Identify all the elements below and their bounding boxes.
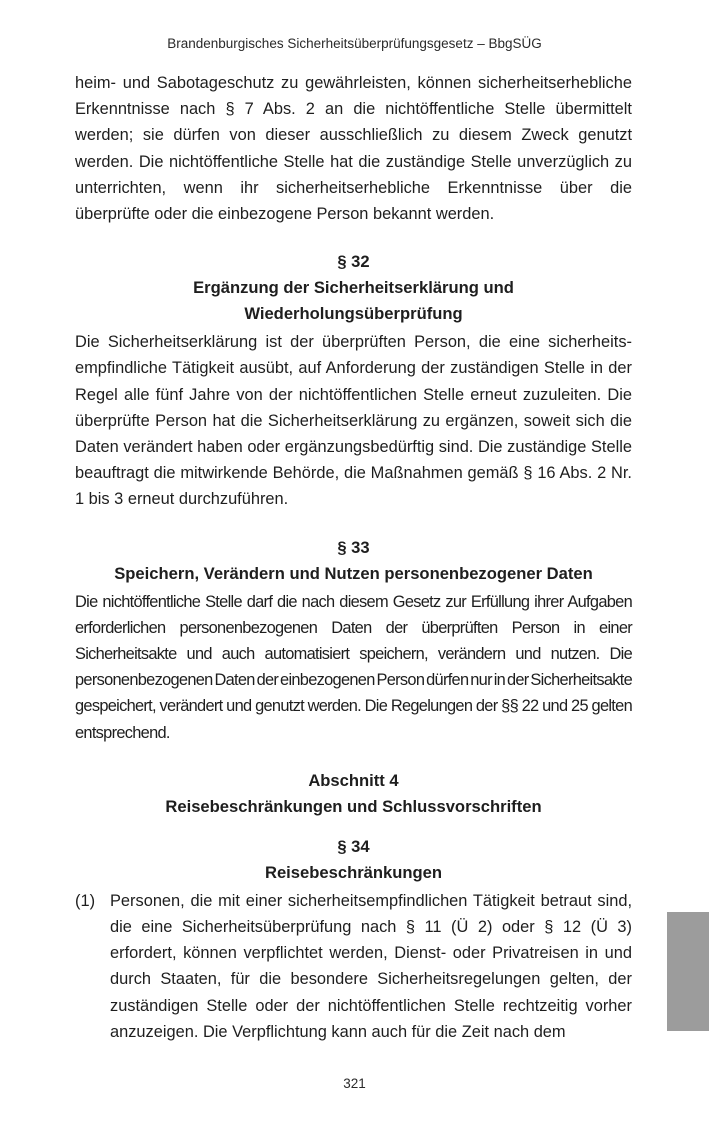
section-34-item-1-text: Personen, die mit einer sicherheitsempfindlichen Tätigkeit betraut sind, die eine Sicherheitsüberprüfung nach § 11 (Ü 2) oder § 12 (Ü 3) erfordert, können verpflichtet werden, Dienst- oder Privatreisen in und durch Staaten, für die besondere Sicherheitsregelungen gelten, der zuständigen Stelle oder der nichtöffentlichen Stelle rechtzeitig vorher anzuzeigen. Die Verpflichtung kann auch für die Zeit nach dem [110,891,632,1041]
section-32-text: Die Sicherheitserklärung ist der überprüften Person, die eine sicherheitsempfindliche Tätigkeit ausübt, auf Anforderung der zuständigen Stelle in der Regel alle fünf Jahre von der nichtöffentlichen Stelle erneut zuzuleiten. Die überprüfte Person hat die Sicherheitserklärung zu ergänzen, soweit sich die Daten verändert haben oder ergänzungsbedürftig sind. Die zuständige Stelle beauftragt die mitwirkende Behörde, die Maßnahmen gemäß § 16 Abs. 2 Nr. 1 bis 3 erneut durchzuführen. [75,333,632,509]
abschnitt-4-label: Abschnitt 4 [308,770,399,790]
page-number: 321 [343,1076,366,1091]
section-33-text: Die nichtöffentliche Stelle darf die nach diesem Gesetz zur Erfüllung ihrer Aufgaben erforderlichen personenbezogenen Daten der überprüften Person in einer Sicherheitsakte und auch automatisiert speichern, verändern und nutzen. Die personenbezogenen Daten der einbezogenen Person dürfen nur in der Sicherheitsakte gespeichert, verändert und genutzt werden. Die Regelungen der §§ 22 und 25 gelten entsprechend. [75,592,632,742]
abschnitt-4-title: Reisebeschränkungen und Schlussvorschriften [165,796,542,816]
intro-paragraph: heim- und Sabotageschutz zu gewährleisten, können sicherheitserhebliche Erkenntnisse nach § 7 Abs. 2 an die nichtöffentliche Stelle übermittelt werden; sie dürfen von dieser ausschließlich zu diesem Zweck genutzt werden. Die nichtöffentliche Stelle hat die zuständige Stelle unverzüglich zu unterrichten, wenn ihr sicherheitserhebliche Erkenntnisse über die überprüfte oder die einbezogene Person bekannt werden. [75,74,632,224]
section-34-item-1 [75,888,632,1045]
section-33-title: Speichern, Verändern und Nutzen personenbezogener Daten [114,563,593,583]
section-32-title-line2: Wiederholungsüberprüfung [244,304,463,324]
page-content [75,70,632,1045]
thumb-index-tab [667,912,709,1031]
section-34-item-1-number: (1) [75,891,96,910]
section-32-title-line1: Ergänzung der Sicherheitserklärung und [193,278,514,298]
section-34-number: § 34 [337,836,370,856]
section-32-number: § 32 [337,252,370,272]
section-34-title: Reisebeschränkungen [264,862,443,882]
section-33-number: § 33 [337,537,370,557]
running-header: Brandenburgisches Sicherheitsüberprüfungsgesetz – BbgSÜG [167,36,542,51]
